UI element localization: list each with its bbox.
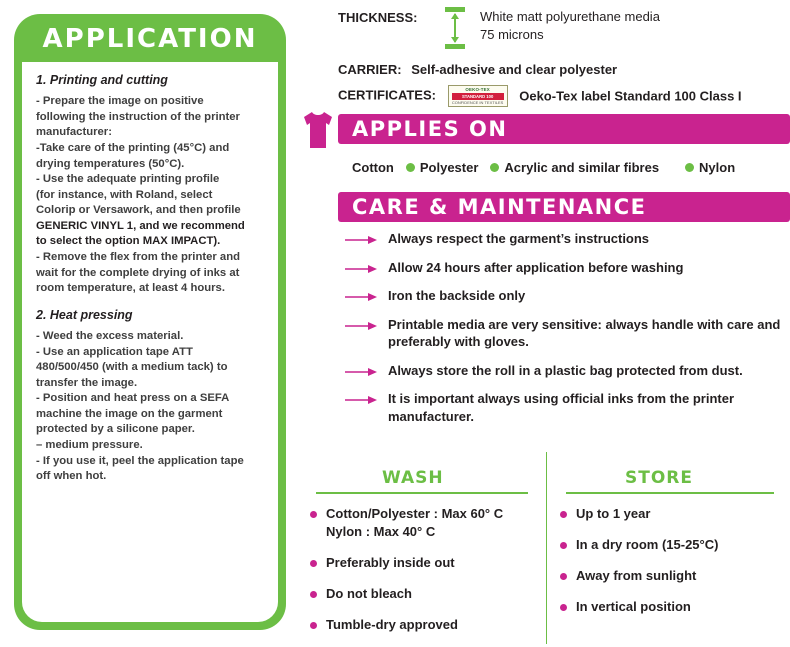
wash-list-item bbox=[308, 585, 538, 603]
bullet-dot-icon bbox=[406, 163, 415, 172]
carrier-label: CARRIER: bbox=[338, 62, 402, 77]
thickness-value-line1: White matt polyurethane media bbox=[480, 9, 660, 24]
store-item-text: Away from sunlight bbox=[576, 567, 697, 583]
care-list bbox=[344, 230, 790, 436]
store-rule bbox=[566, 492, 774, 494]
application-step1-line: drying temperatures (50°C). bbox=[36, 157, 185, 170]
application-step1-line: GENERIC VINYL 1, and we recommend bbox=[36, 219, 245, 232]
wash-item-text: Preferably inside out bbox=[326, 554, 455, 570]
bullet-dot-icon bbox=[685, 163, 694, 172]
care-maintenance-banner bbox=[338, 192, 790, 222]
wash-item-text: Tumble-dry approved bbox=[326, 616, 458, 632]
care-list-item bbox=[344, 259, 790, 277]
wash-item-text: Cotton/Polyester : Max 60° C bbox=[326, 506, 504, 521]
certificates-label: CERTIFICATES: bbox=[338, 87, 436, 103]
application-panel bbox=[14, 14, 286, 630]
application-step2-line: - Weed the excess material. bbox=[36, 330, 184, 343]
application-step2-line: off when hot. bbox=[36, 470, 107, 483]
tshirt-icon bbox=[301, 110, 335, 150]
care-item-text: It is important always using official inks from the printer manufacturer. bbox=[388, 391, 735, 424]
wash-rule bbox=[316, 492, 528, 494]
application-step2-line: transfer the image. bbox=[36, 376, 138, 389]
application-step2-line: - Position and heat press on a SEFA bbox=[36, 392, 230, 405]
application-step1-line: (for instance, with Roland, select bbox=[36, 188, 213, 201]
store-list bbox=[558, 505, 786, 629]
thickness-label: THICKNESS: bbox=[338, 10, 418, 25]
care-list-item bbox=[344, 230, 790, 248]
thickness-value-line2: 75 microns bbox=[480, 27, 544, 43]
application-step2-line: protected by a silicone paper. bbox=[36, 423, 195, 436]
application-step2-line: - If you use it, peel the application tape bbox=[36, 454, 244, 467]
application-step2-line: machine the image on the garment bbox=[36, 407, 223, 420]
wash-list bbox=[308, 505, 538, 647]
oeko-line1: OEKO-TEX bbox=[465, 87, 490, 92]
store-list-item bbox=[558, 505, 786, 523]
wash-title: WASH bbox=[382, 468, 444, 488]
arrow-right-icon bbox=[344, 393, 378, 405]
thickness-icon bbox=[443, 6, 467, 50]
care-item-text: Printable media are very sensitive: always handle with care and preferably with gloves. bbox=[388, 316, 781, 350]
care-list-item bbox=[344, 362, 790, 380]
application-step1-line: - Remove the flex from the printer and bbox=[36, 251, 241, 264]
wash-list-item bbox=[308, 505, 538, 541]
certificates-row bbox=[338, 85, 742, 107]
care-item-text: Always store the roll in a plastic bag protected from dust. bbox=[388, 362, 743, 378]
application-step2-line: – medium pressure. bbox=[36, 439, 143, 452]
arrow-right-icon bbox=[344, 262, 378, 274]
arrow-right-icon bbox=[344, 365, 378, 377]
arrow-right-icon bbox=[344, 290, 378, 302]
wash-store-divider bbox=[546, 452, 547, 644]
store-list-item bbox=[558, 536, 786, 554]
care-item-text: Always respect the garment’s instructions bbox=[388, 231, 650, 246]
applies-on-title: APPLIES ON bbox=[352, 117, 508, 141]
application-step1-line: Colorip or Versawork, and then profile bbox=[36, 204, 241, 217]
carrier-value: Self-adhesive and clear polyester bbox=[411, 62, 618, 77]
fibre-item bbox=[490, 160, 659, 175]
store-item-text: Up to 1 year bbox=[576, 506, 651, 521]
store-item-text: In a dry room (15-25°C) bbox=[576, 536, 719, 552]
wash-item-subtext: Nylon : Max 40° C bbox=[326, 523, 436, 539]
fibre-item bbox=[406, 160, 479, 175]
application-content bbox=[22, 62, 278, 622]
application-step1-line: - Use the adequate printing profile bbox=[36, 173, 220, 186]
wash-list-item bbox=[308, 616, 538, 634]
care-item-text: Allow 24 hours after application before washing bbox=[388, 259, 684, 275]
fibre-item bbox=[685, 160, 735, 175]
application-step2-line: - Use an application tape ATT bbox=[36, 345, 193, 358]
carrier-row bbox=[338, 62, 617, 77]
fibre-label: Nylon bbox=[699, 160, 736, 175]
store-list-item bbox=[558, 567, 786, 585]
application-step1-line: room temperature, at least 4 hours. bbox=[36, 282, 225, 295]
fibre-label: Acrylic and similar fibres bbox=[504, 160, 660, 175]
care-list-item bbox=[344, 287, 790, 305]
application-step2-title: 2. Heat pressing bbox=[36, 307, 133, 322]
care-maintenance-title: CARE & MAINTENANCE bbox=[352, 195, 647, 219]
certificates-value: Oeko-Tex label Standard 100 Class I bbox=[519, 88, 742, 104]
application-step1-line: manufacturer: bbox=[36, 126, 112, 139]
thickness-value bbox=[480, 8, 660, 44]
application-step1-line: to select the option MAX IMPACT). bbox=[36, 235, 221, 248]
arrow-right-icon bbox=[344, 319, 378, 331]
fibre-label: Cotton bbox=[352, 160, 394, 175]
care-list-item bbox=[344, 390, 790, 425]
application-title: APPLICATION bbox=[42, 24, 258, 54]
application-step1-line: - Prepare the image on positive bbox=[36, 95, 204, 108]
application-step1-line: following the instruction of the printer bbox=[36, 110, 240, 123]
store-title: STORE bbox=[625, 468, 693, 488]
applies-on-fibres bbox=[352, 160, 790, 175]
bullet-dot-icon bbox=[490, 163, 499, 172]
application-text bbox=[36, 72, 266, 485]
oeko-tex-icon bbox=[448, 85, 508, 107]
application-step1-title: 1. Printing and cutting bbox=[36, 73, 168, 87]
store-list-item bbox=[558, 598, 786, 616]
store-item-text: In vertical position bbox=[576, 598, 691, 614]
fibre-label: Polyester bbox=[419, 160, 479, 175]
applies-on-banner bbox=[338, 114, 790, 144]
oeko-line2: STANDARD 100 bbox=[452, 93, 504, 100]
wash-item-text: Do not bleach bbox=[326, 585, 412, 601]
application-step1-line: -Take care of the printing (45°C) and bbox=[36, 141, 230, 154]
oeko-line3: CONFIDENCE IN TEXTILES bbox=[451, 100, 504, 105]
wash-list-item bbox=[308, 554, 538, 572]
application-step1-line: wait for the complete drying of inks at bbox=[36, 266, 240, 279]
care-list-item bbox=[344, 316, 790, 351]
care-item-text: Iron the backside only bbox=[388, 288, 526, 304]
fibre-item bbox=[352, 160, 394, 175]
application-step2-line: 480/500/450 (with a medium tack) to bbox=[36, 361, 228, 374]
arrow-right-icon bbox=[344, 233, 378, 245]
